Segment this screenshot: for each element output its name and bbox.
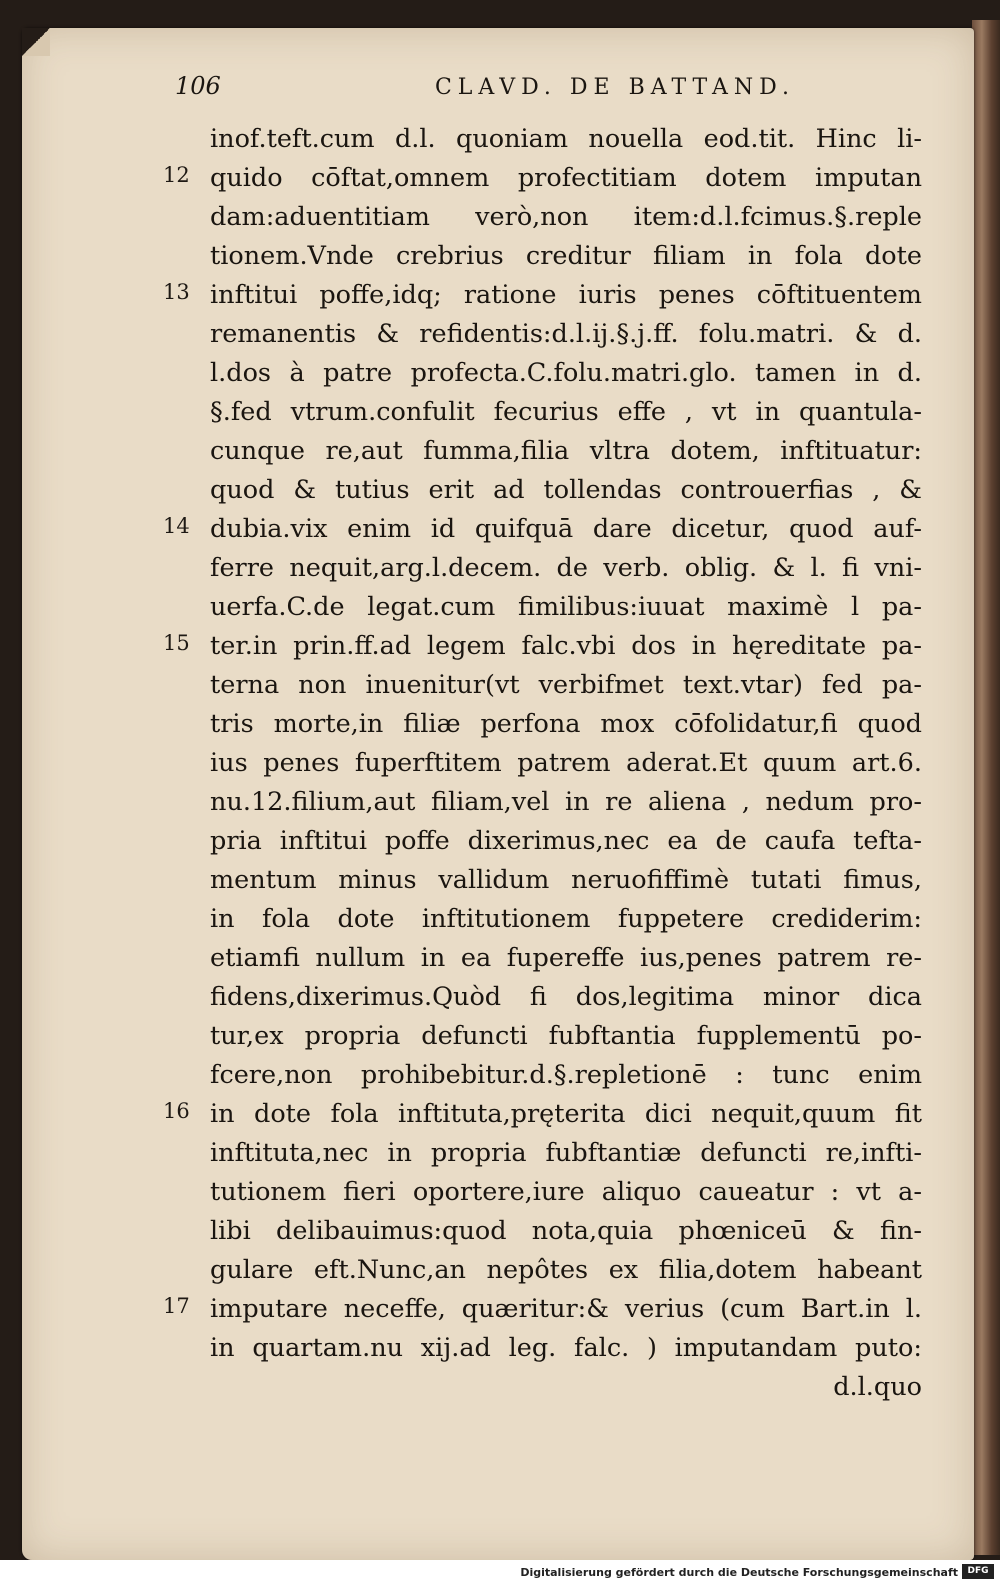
text-line: cunque re,aut fumma,filia vltra dotem, inftituatur: bbox=[210, 436, 922, 466]
page-corner-fold bbox=[22, 28, 50, 56]
digitization-credit: Digitalisierung gefördert durch die Deutsche Forschungsgemeinschaft bbox=[520, 1566, 958, 1579]
text-line: in quartam.nu xij.ad leg. falc. ) imputandam puto: bbox=[210, 1333, 922, 1363]
footer-band bbox=[0, 1560, 1000, 1582]
marginal-number: 14 bbox=[163, 514, 190, 538]
text-line: inof.teft.cum d.l. quoniam nouella eod.tit. Hinc li- bbox=[210, 124, 922, 154]
text-line: in fola dote inftitutionem fuppetere crediderim: bbox=[210, 904, 922, 934]
marginal-number: 12 bbox=[163, 163, 190, 187]
text-line: fidens,dixerimus.Quòd fi dos,legitima minor dica bbox=[210, 982, 922, 1012]
text-line: tionem.Vnde crebrius creditur filiam in fola dote bbox=[210, 241, 922, 271]
page-number: 106 bbox=[175, 72, 221, 100]
text-line: imputare neceffe, quæritur:& verius (cum Bart.in l. bbox=[210, 1294, 922, 1324]
text-line: gulare eft.Nunc,an nepôtes ex filia,dotem habeant bbox=[210, 1255, 922, 1285]
text-line: remanentis & refidentis:d.l.ij.§.j.ff. folu.matri. & d. bbox=[210, 319, 922, 349]
text-line: dam:aduentitiam verò,non item:d.l.fcimus.§.reple bbox=[210, 202, 922, 232]
text-line: libi delibauimus:quod nota,quia phœniceū & fin- bbox=[210, 1216, 922, 1246]
marginal-number: 13 bbox=[163, 280, 190, 304]
text-line: tutionem fieri oportere,iure aliquo caueatur : vt a- bbox=[210, 1177, 922, 1207]
text-line: uerfa.C.de legat.cum fimilibus:iuuat maximè l pa- bbox=[210, 592, 922, 622]
marginal-number: 17 bbox=[163, 1294, 190, 1318]
text-line: quod & tutius erit ad tollendas controuerfias , & bbox=[210, 475, 922, 505]
text-line: dubia.vix enim id quifquā dare dicetur, quod auf- bbox=[210, 514, 922, 544]
text-line: d.l.quo bbox=[833, 1372, 922, 1402]
body-text bbox=[210, 120, 922, 1407]
text-line: mentum minus vallidum neruofiffimè tutati fimus, bbox=[210, 865, 922, 895]
text-line: fcere,non prohibebitur.d.§.repletionē : tunc enim bbox=[210, 1060, 922, 1090]
page-header bbox=[175, 72, 795, 100]
text-line: ferre nequit,arg.l.decem. de verb. oblig. & l. fi vni- bbox=[210, 553, 922, 583]
text-line: quido cōftat,omnem profectitiam dotem imputan bbox=[210, 163, 922, 193]
text-line: §.fed vtrum.confulit fecurius effe , vt in quantula- bbox=[210, 397, 922, 427]
text-line: tur,ex propria defuncti fubftantia fupplementū po- bbox=[210, 1021, 922, 1051]
dfg-logo: DFG bbox=[962, 1564, 994, 1579]
text-line: pria inftitui poffe dixerimus,nec ea de caufa tefta- bbox=[210, 826, 922, 856]
book-edge bbox=[972, 20, 1000, 1555]
text-line: in dote fola inftituta,pręterita dici nequit,quum fit bbox=[210, 1099, 922, 1129]
text-line: ter.in prin.ff.ad legem falc.vbi dos in hęreditate pa- bbox=[210, 631, 922, 661]
text-line: tris morte,in filiæ perfona mox cōfolidatur,fi quod bbox=[210, 709, 922, 739]
text-line: terna non inuenitur(vt verbifmet text.vtar) fed pa- bbox=[210, 670, 922, 700]
text-line: ius penes fuperftitem patrem aderat.Et quum art.6. bbox=[210, 748, 922, 778]
running-title: CLAVD. DE BATTAND. bbox=[434, 75, 795, 100]
text-line: l.dos à patre profecta.C.folu.matri.glo. tamen in d. bbox=[210, 358, 922, 388]
text-line: etiamfi nullum in ea fupereffe ius,penes patrem re- bbox=[210, 943, 922, 973]
text-line: nu.12.filium,aut filiam,vel in re aliena , nedum pro- bbox=[210, 787, 922, 817]
text-line: inftitui poffe,idq; ratione iuris penes cōftituentem bbox=[210, 280, 922, 310]
marginal-number: 16 bbox=[163, 1099, 190, 1123]
text-line: inftituta,nec in propria fubftantiæ defuncti re,infti- bbox=[210, 1138, 922, 1168]
marginal-number: 15 bbox=[163, 631, 190, 655]
